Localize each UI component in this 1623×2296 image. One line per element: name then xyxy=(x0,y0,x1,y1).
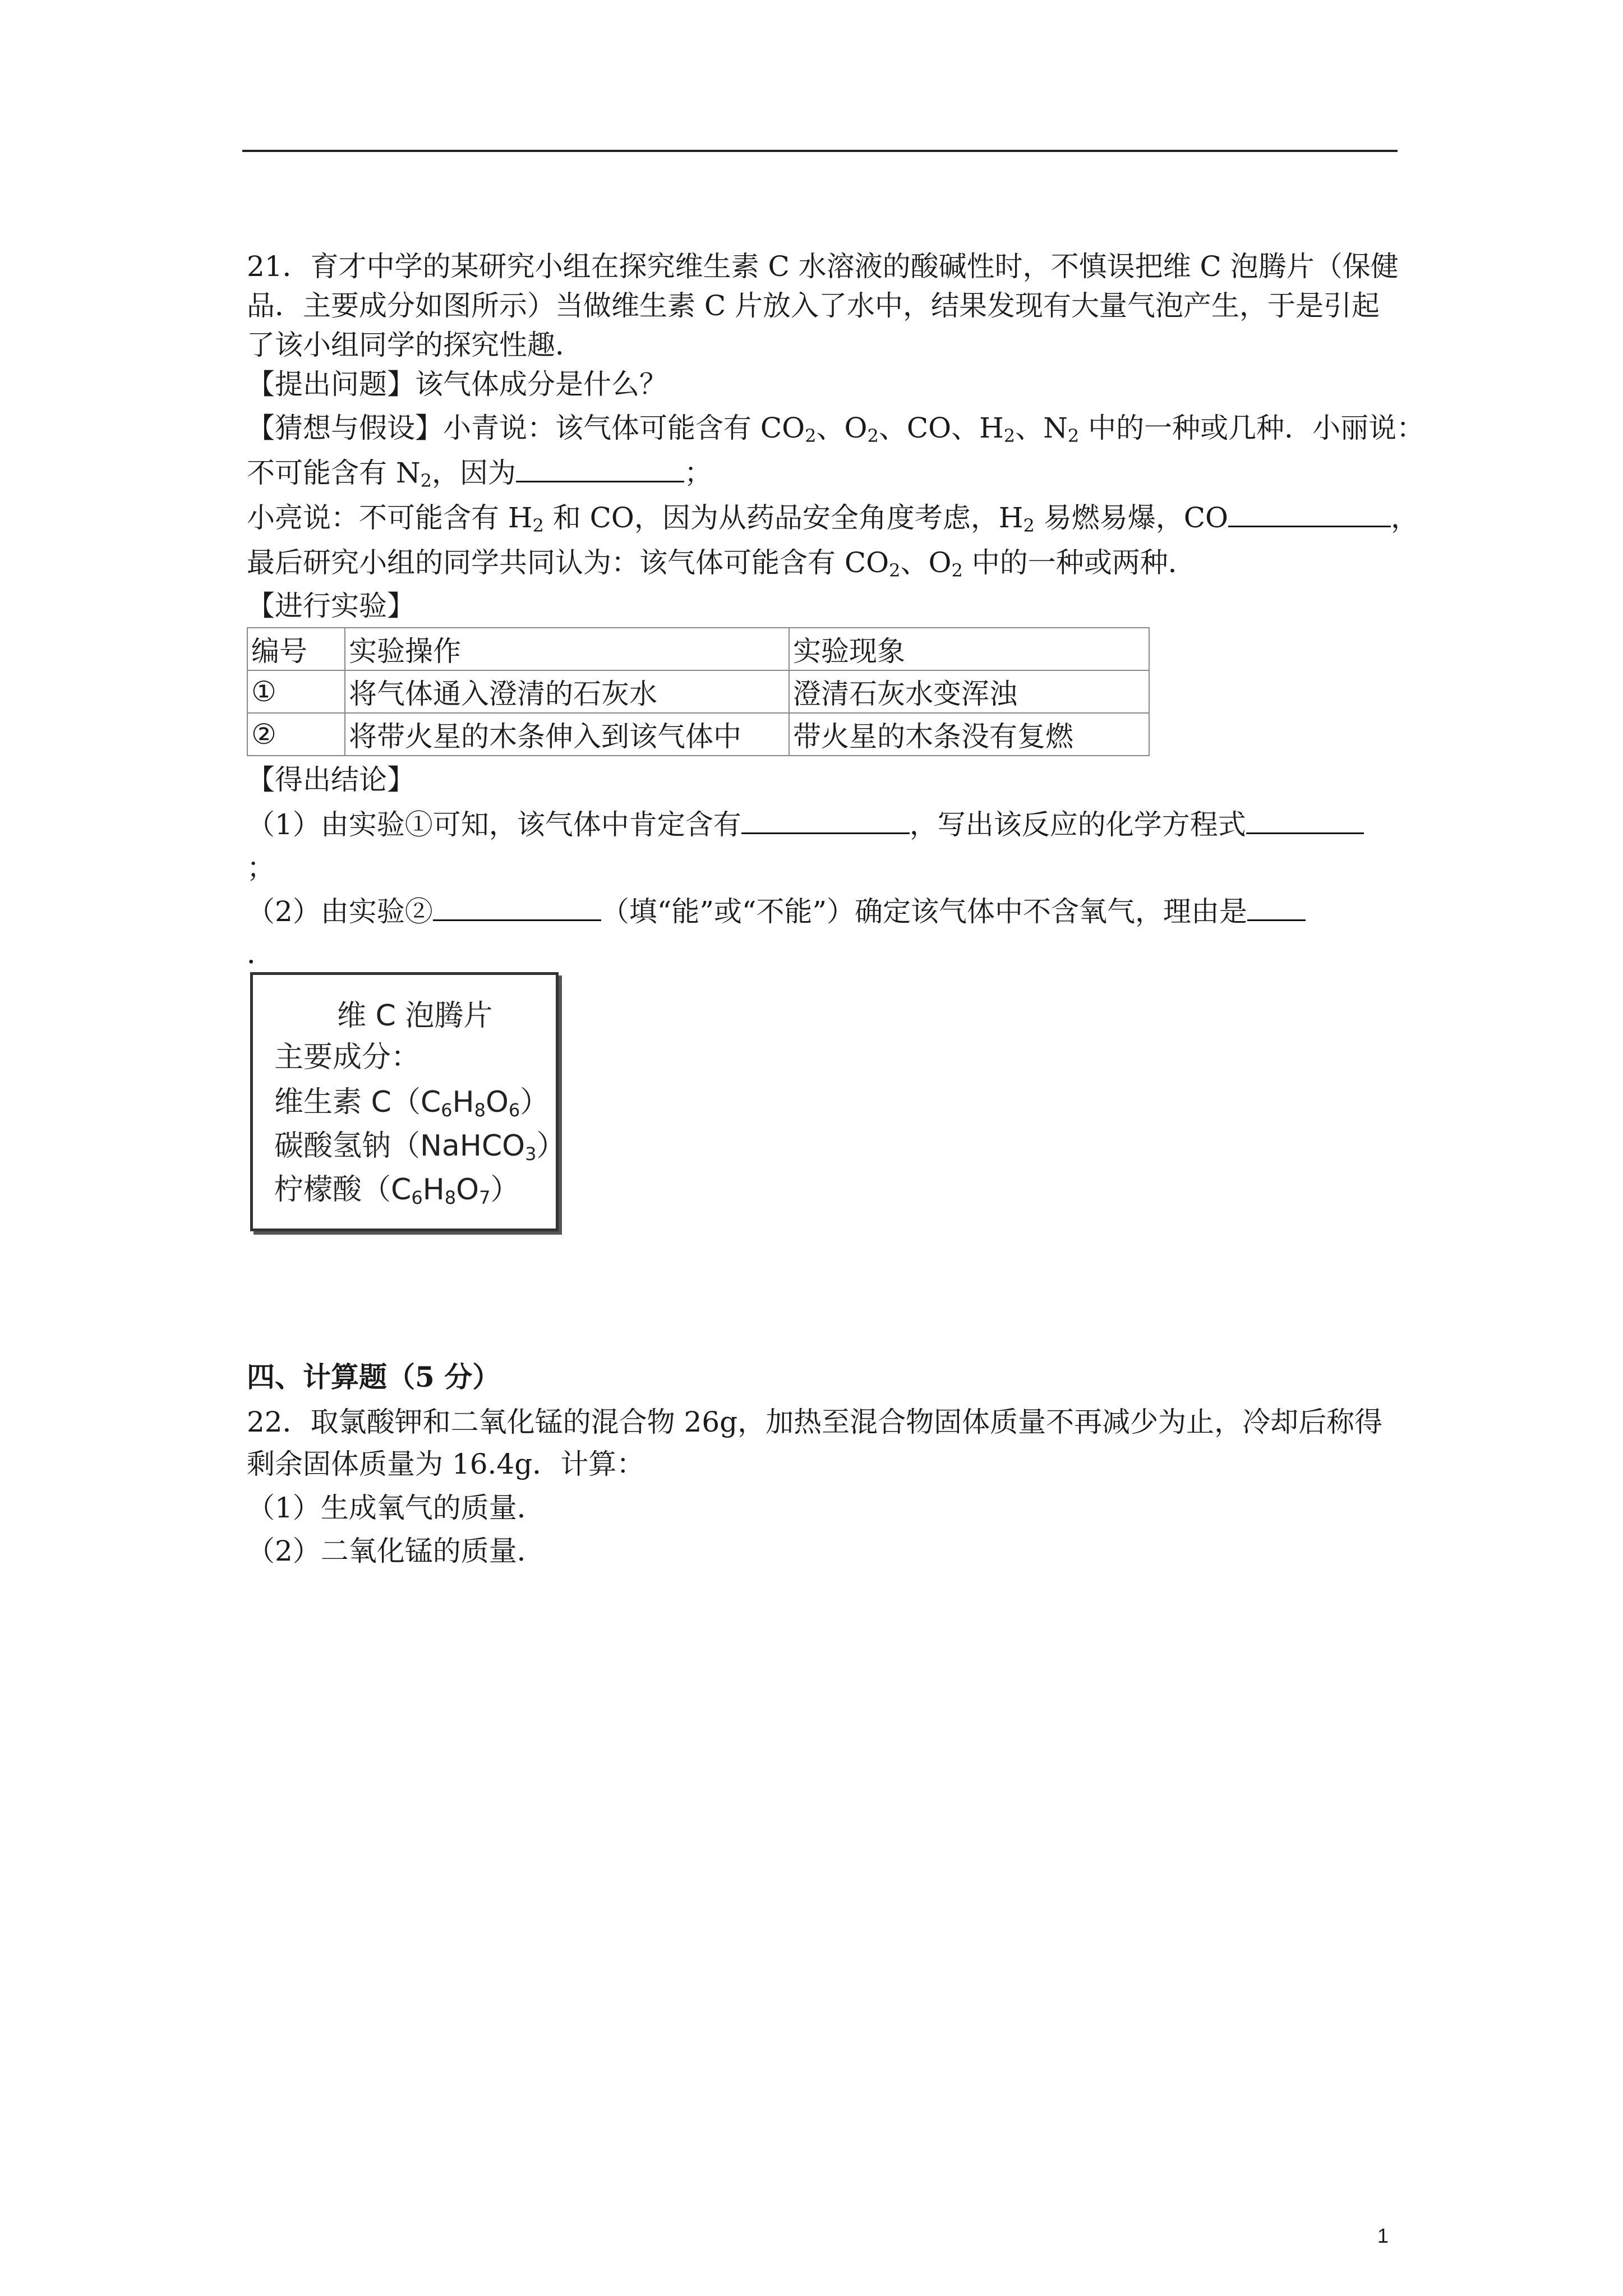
table-cell: 澄清石灰水变浑浊 xyxy=(789,670,1149,713)
answer-blank-n2[interactable] xyxy=(516,455,684,482)
n2-line: 不可能含有 $N_2$，因为 ； xyxy=(247,453,712,493)
conclusion-2-line: （2）由实验② （填“能”或“不能”）确定该气体中不含氧气，理由是 xyxy=(247,892,1306,931)
table-cell: 将带火星的木条伸入到该气体中 xyxy=(345,713,789,756)
label-main-ingredients: 主要成分： xyxy=(274,1041,421,1074)
answer-blank-gas[interactable] xyxy=(741,807,910,834)
answer-blank-can[interactable] xyxy=(433,894,601,921)
label-ingredient-citric-acid: 柠檬酸$(C_6H_8O_7)$ xyxy=(274,1173,520,1208)
section-4-heading: 四、计算题（5 分） xyxy=(247,1360,501,1393)
table-header-cell: 实验操作 xyxy=(345,628,789,670)
final-hypothesis-line: 最后研究小组的同学共同认为：该气体可能含有 $CO_2$、$O_2$ 中的一种或两种． xyxy=(247,546,1196,581)
answer-blank-co[interactable] xyxy=(1228,500,1391,527)
q22-part-2: （2）二氧化锰的质量． xyxy=(247,1535,545,1567)
label-ingredient-nahco3: 碳酸氢钠（NaHCO$_3$） xyxy=(274,1129,566,1165)
conclusion-heading: 【得出结论】 xyxy=(247,763,415,796)
experiment-heading: 【进行实验】 xyxy=(247,590,415,622)
question-line: 【提出问题】该气体成分是什么？ xyxy=(247,368,667,401)
experiment-table xyxy=(247,627,1150,756)
label-ingredient-vitamin-c: 维生素 $C(C_6H_8O_6)$ xyxy=(274,1085,550,1121)
table-row xyxy=(247,670,1149,713)
q21-line-3: 了该小组同学的探究性趣． xyxy=(247,329,583,361)
label-title: 维 C 泡腾片 xyxy=(337,999,493,1033)
vc-effervescent-label xyxy=(250,972,566,1231)
answer-blank-reason[interactable] xyxy=(1247,894,1306,921)
hypothesis-line: 【猜想与假设】小青说：该气体可能含有 $CO_2$、$O_2$、CO、$H_2$、$N_2$ 中的一种或几种．小丽说： xyxy=(247,412,1425,447)
table-cell: ② xyxy=(247,713,345,756)
q21-line-2: 品．主要成分如图所示）当做维生素 C 片放入了水中，结果发现有大量气泡产生，于是引起 xyxy=(247,289,1380,322)
q21-line-1: 21．育才中学的某研究小组在探究维生素 C 水溶液的酸碱性时，不慎误把维 C 泡腾片（保健 xyxy=(247,250,1399,283)
q22-line-1: 22．取氯酸钾和二氧化锰的混合物 26g，加热至混合物固体质量不再减少为止，冷却后称得 xyxy=(247,1406,1383,1438)
conclusion-1-line: （1）由实验①可知，该气体中肯定含有 ，写出该反应的化学方程式 xyxy=(247,805,1364,844)
table-header-row xyxy=(247,628,1149,670)
header-rule xyxy=(242,150,1398,152)
q22-line-2: 剩余固体质量为 16.4g．计算： xyxy=(247,1448,645,1480)
q22-part-1: （1）生成氧气的质量． xyxy=(247,1492,545,1524)
page-number: 1 xyxy=(1377,2224,1389,2247)
table-cell: ① xyxy=(247,670,345,713)
table-cell: 带火星的木条没有复燃 xyxy=(789,713,1149,756)
table-row xyxy=(247,713,1149,756)
answer-blank-equation[interactable] xyxy=(1246,807,1364,834)
conclusion-2-end: ． xyxy=(247,937,275,970)
table-header-cell: 实验现象 xyxy=(789,628,1149,670)
table-cell: 将气体通入澄清的石灰水 xyxy=(345,670,789,713)
table-header-cell: 编号 xyxy=(247,628,345,670)
xiaoliang-line: 小亮说：不可能含有 $H_2$ 和 CO，因为从药品安全角度考虑，$H_2$ 易燃易爆，CO ， xyxy=(247,498,1419,537)
conclusion-1-end: ； xyxy=(247,852,275,884)
